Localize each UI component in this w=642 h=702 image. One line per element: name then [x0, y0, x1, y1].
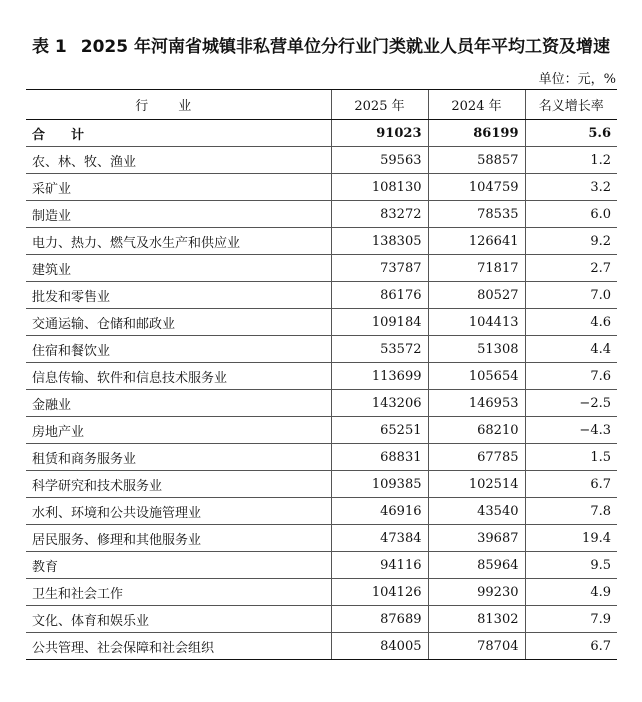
growth-rate-cell: 9.5 [525, 552, 617, 579]
value-2025-cell: 113699 [331, 363, 428, 390]
growth-rate-cell: 4.4 [525, 336, 617, 363]
table-number: 表 1 [32, 37, 67, 57]
growth-rate-cell: 9.2 [525, 228, 617, 255]
table-row [26, 363, 617, 390]
total-row [26, 120, 617, 147]
value-2024-cell: 85964 [428, 552, 525, 579]
value-2024-cell: 43540 [428, 498, 525, 525]
value-2024-cell: 81302 [428, 606, 525, 633]
table-row [26, 309, 617, 336]
value-2025-cell: 86176 [331, 282, 428, 309]
growth-rate-cell: 19.4 [525, 525, 617, 552]
growth-rate-cell: 2.7 [525, 255, 617, 282]
value-2024-cell: 126641 [428, 228, 525, 255]
unit-note: 单位：元，% [538, 72, 616, 87]
table-row [26, 147, 617, 174]
value-2024-cell: 68210 [428, 417, 525, 444]
growth-rate-cell: 7.9 [525, 606, 617, 633]
industry-cell: 科学研究和技术服务业 [26, 471, 331, 498]
table-row [26, 201, 617, 228]
industry-cell: 水利、环境和公共设施管理业 [26, 498, 331, 525]
value-2025-cell: 104126 [331, 579, 428, 606]
industry-cell: 信息传输、软件和信息技术服务业 [26, 363, 331, 390]
industry-cell: 建筑业 [26, 255, 331, 282]
industry-cell: 教育 [26, 552, 331, 579]
industry-cell: 文化、体育和娱乐业 [26, 606, 331, 633]
wage-table [26, 89, 617, 660]
growth-rate-cell: 7.8 [525, 498, 617, 525]
growth-rate-cell: 4.9 [525, 579, 617, 606]
growth-rate-cell: 1.5 [525, 444, 617, 471]
value-2024-cell: 104413 [428, 309, 525, 336]
value-2025-cell: 91023 [331, 120, 428, 147]
value-2025-cell: 83272 [331, 201, 428, 228]
header-2024: 2024 年 [428, 90, 525, 120]
industry-cell: 租赁和商务服务业 [26, 444, 331, 471]
value-2025-cell: 109385 [331, 471, 428, 498]
header-row [26, 90, 617, 120]
table-title-text: 2025 年河南省城镇非私营单位分行业门类就业人员年平均工资及增速 [80, 37, 610, 57]
value-2024-cell: 102514 [428, 471, 525, 498]
value-2024-cell: 78535 [428, 201, 525, 228]
growth-rate-cell: 6.7 [525, 471, 617, 498]
table-row [26, 282, 617, 309]
header-industry: 行业 [26, 90, 331, 120]
value-2024-cell: 105654 [428, 363, 525, 390]
industry-cell: 居民服务、修理和其他服务业 [26, 525, 331, 552]
industry-cell: 公共管理、社会保障和社会组织 [26, 633, 331, 660]
industry-cell: 合 计 [26, 120, 331, 147]
value-2024-cell: 58857 [428, 147, 525, 174]
value-2024-cell: 99230 [428, 579, 525, 606]
value-2025-cell: 59563 [331, 147, 428, 174]
industry-cell: 交通运输、仓储和邮政业 [26, 309, 331, 336]
value-2025-cell: 87689 [331, 606, 428, 633]
growth-rate-cell: −4.3 [525, 417, 617, 444]
industry-cell: 采矿业 [26, 174, 331, 201]
value-2025-cell: 46916 [331, 498, 428, 525]
value-2025-cell: 143206 [331, 390, 428, 417]
header-growth-rate: 名义增长率 [525, 90, 617, 120]
industry-cell: 房地产业 [26, 417, 331, 444]
industry-cell: 住宿和餐饮业 [26, 336, 331, 363]
value-2025-cell: 53572 [331, 336, 428, 363]
table-row [26, 255, 617, 282]
growth-rate-cell: 7.0 [525, 282, 617, 309]
value-2025-cell: 68831 [331, 444, 428, 471]
growth-rate-cell: 4.6 [525, 309, 617, 336]
industry-cell: 电力、热力、燃气及水生产和供应业 [26, 228, 331, 255]
header-2025: 2025 年 [331, 90, 428, 120]
table-row [26, 633, 617, 660]
value-2024-cell: 39687 [428, 525, 525, 552]
value-2025-cell: 73787 [331, 255, 428, 282]
value-2025-cell: 94116 [331, 552, 428, 579]
growth-rate-cell: 6.7 [525, 633, 617, 660]
table-row [26, 498, 617, 525]
value-2024-cell: 80527 [428, 282, 525, 309]
growth-rate-cell: −2.5 [525, 390, 617, 417]
industry-cell: 批发和零售业 [26, 282, 331, 309]
value-2025-cell: 138305 [331, 228, 428, 255]
table-row [26, 606, 617, 633]
value-2024-cell: 67785 [428, 444, 525, 471]
value-2024-cell: 146953 [428, 390, 525, 417]
table-row [26, 579, 617, 606]
table-body [26, 120, 617, 660]
table-row [26, 390, 617, 417]
table-row [26, 336, 617, 363]
table-row [26, 525, 617, 552]
growth-rate-cell: 5.6 [525, 120, 617, 147]
industry-cell: 制造业 [26, 201, 331, 228]
growth-rate-cell: 6.0 [525, 201, 617, 228]
table-row [26, 174, 617, 201]
table-row [26, 228, 617, 255]
industry-cell: 卫生和社会工作 [26, 579, 331, 606]
table-row [26, 471, 617, 498]
table-row [26, 444, 617, 471]
value-2025-cell: 108130 [331, 174, 428, 201]
value-2024-cell: 78704 [428, 633, 525, 660]
value-2025-cell: 65251 [331, 417, 428, 444]
growth-rate-cell: 7.6 [525, 363, 617, 390]
industry-cell: 金融业 [26, 390, 331, 417]
value-2024-cell: 51308 [428, 336, 525, 363]
value-2025-cell: 109184 [331, 309, 428, 336]
value-2025-cell: 47384 [331, 525, 428, 552]
table-title [0, 32, 642, 57]
value-2024-cell: 86199 [428, 120, 525, 147]
growth-rate-cell: 3.2 [525, 174, 617, 201]
table-row [26, 552, 617, 579]
value-2025-cell: 84005 [331, 633, 428, 660]
value-2024-cell: 71817 [428, 255, 525, 282]
value-2024-cell: 104759 [428, 174, 525, 201]
table-row [26, 417, 617, 444]
growth-rate-cell: 1.2 [525, 147, 617, 174]
industry-cell: 农、林、牧、渔业 [26, 147, 331, 174]
